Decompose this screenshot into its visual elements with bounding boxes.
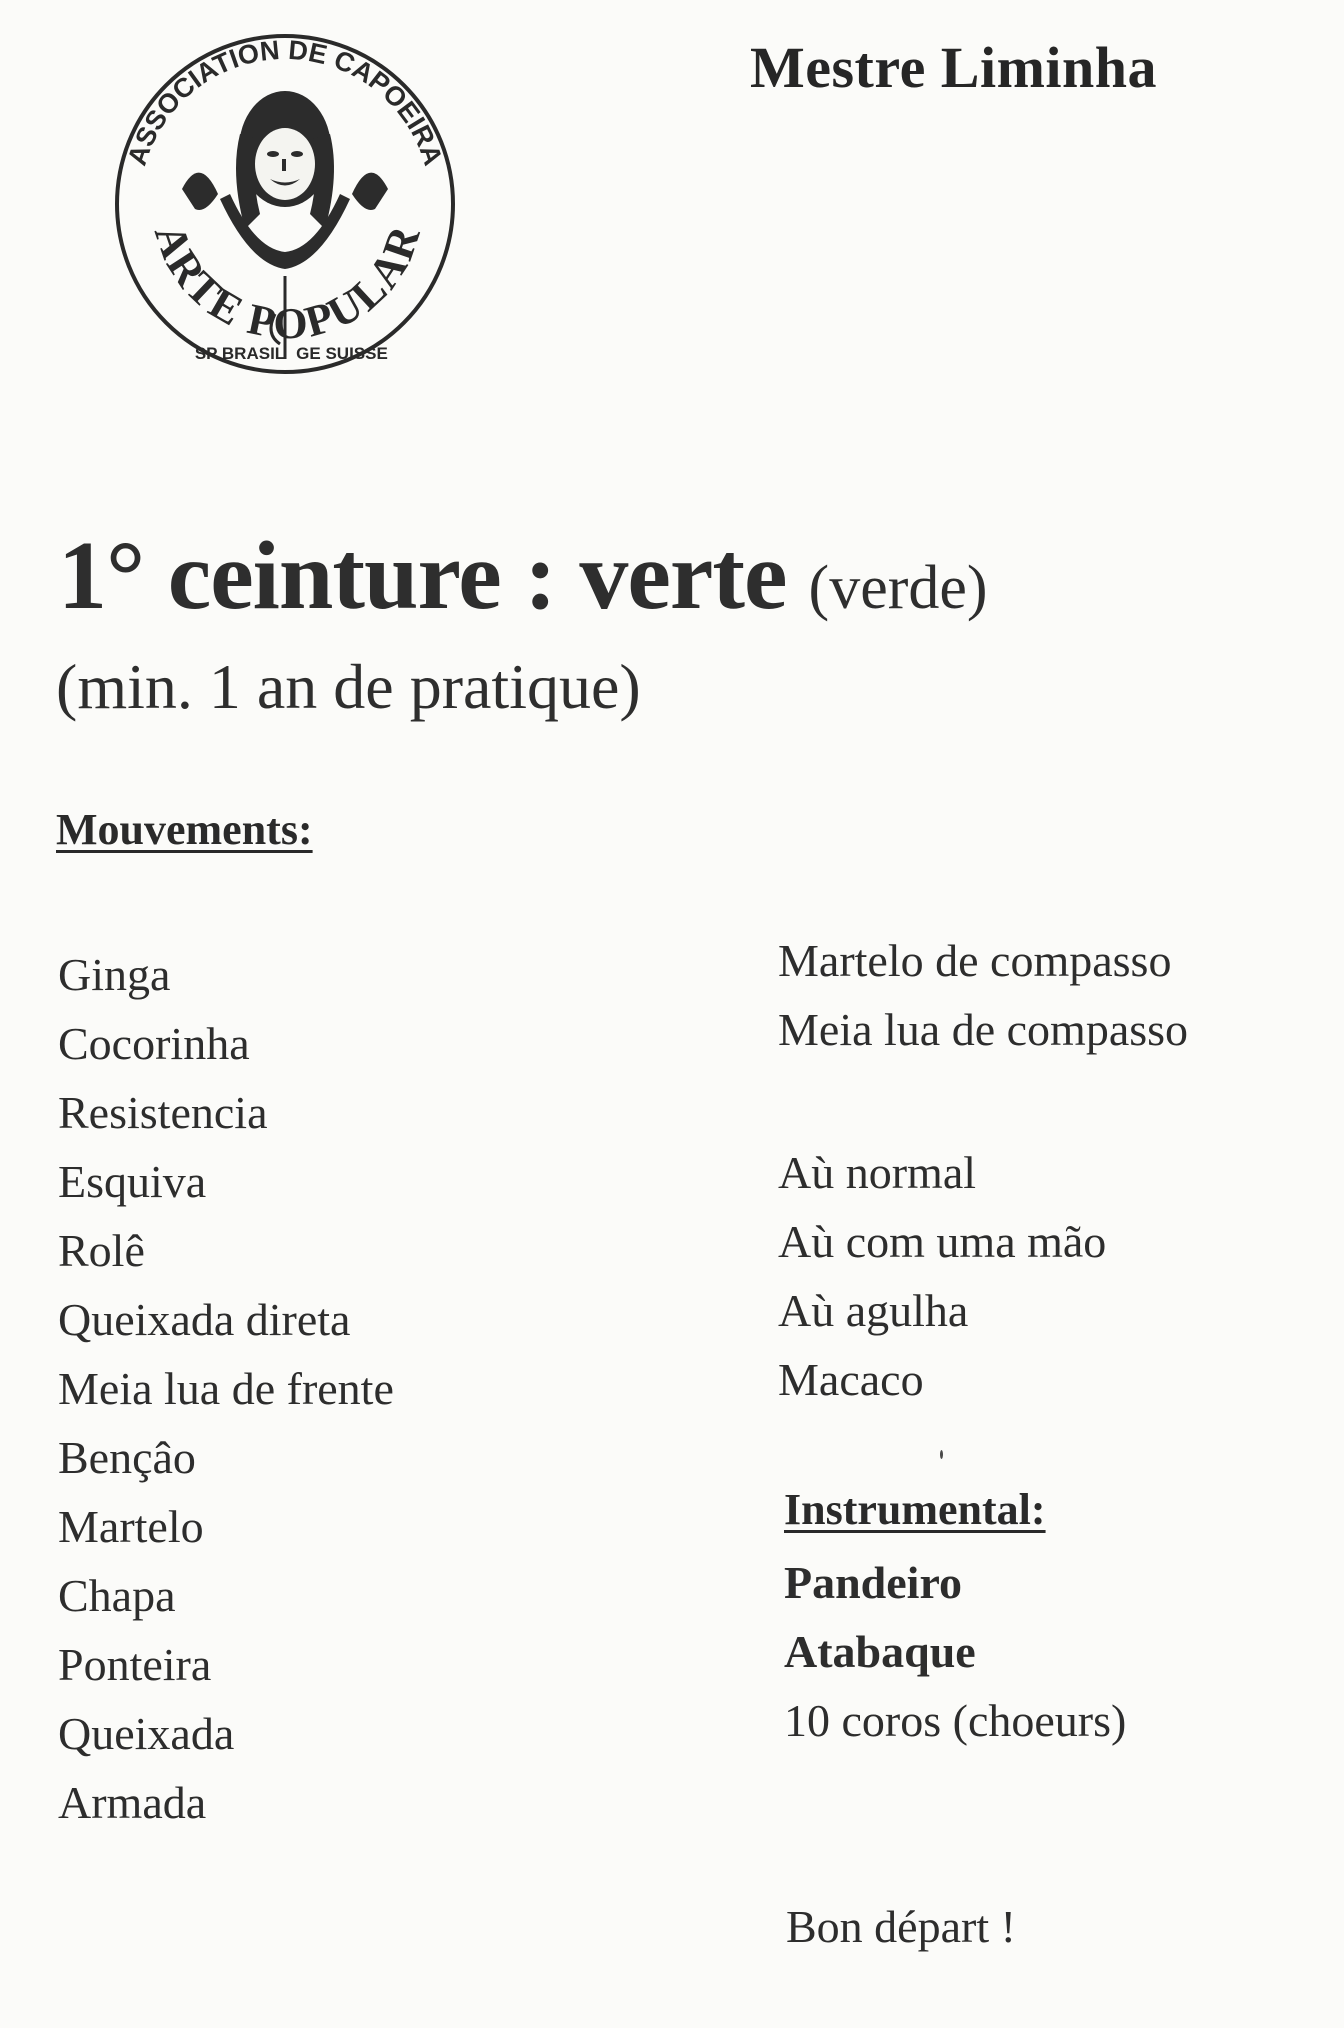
list-item: Macaco (778, 1354, 924, 1405)
movements-right-list-1 (778, 926, 1188, 1064)
logo-footer-left: SP BRASIL (194, 344, 286, 363)
author-name: Mestre Liminha (750, 35, 1158, 100)
list-item: Bençâo (58, 1432, 196, 1483)
belt-title (58, 520, 988, 632)
list-item: 10 coros (choeurs) (784, 1695, 1127, 1746)
list-item: Martelo de compasso (778, 935, 1172, 986)
scan-speck (940, 1450, 943, 1459)
list-item: Meia lua de compasso (778, 1004, 1189, 1055)
list-item: Esquiva (58, 1156, 207, 1207)
list-item: Resistencia (58, 1087, 268, 1138)
logo-footer-right: GE SUISSE (296, 344, 388, 363)
association-logo (100, 14, 470, 434)
belt-color-note: (verde) (808, 554, 988, 622)
list-item: Chapa (58, 1570, 176, 1621)
svg-text:ARTE POPULAR (145, 218, 430, 348)
list-item: Queixada (58, 1708, 235, 1759)
movements-heading: Mouvements: (56, 805, 313, 854)
practice-requirement: (min. 1 an de pratique) (56, 651, 641, 722)
capoeira-logo-icon (100, 14, 470, 434)
instrumental-heading: Instrumental: (784, 1485, 1046, 1534)
closing-text: Bon départ ! (786, 1901, 1016, 1952)
movements-right-list-2 (778, 1138, 1106, 1414)
list-item: Ponteira (58, 1639, 212, 1690)
list-item: Aù com uma mão (778, 1216, 1107, 1267)
list-item: Ginga (58, 949, 171, 1000)
list-item: Meia lua de frente (58, 1363, 394, 1414)
list-item: Aù agulha (778, 1285, 969, 1336)
list-item: Rolê (58, 1225, 145, 1276)
logo-top-text: ASSOCIATION DE CAPOEIRA (121, 34, 449, 169)
movements-left-list (58, 940, 394, 1837)
list-item: Cocorinha (58, 1018, 250, 1069)
list-item: Queixada direta (58, 1294, 351, 1345)
belt-title-main: 1° ceinture : verte (58, 522, 787, 630)
list-item: Pandeiro (784, 1557, 963, 1608)
list-item: Armada (58, 1777, 207, 1828)
instrumental-list (784, 1548, 1126, 1755)
list-item: Aù normal (778, 1147, 977, 1198)
list-item: Atabaque (784, 1626, 976, 1677)
logo-bottom-text: ARTE POPULAR (144, 218, 431, 349)
list-item: Martelo (58, 1501, 204, 1552)
